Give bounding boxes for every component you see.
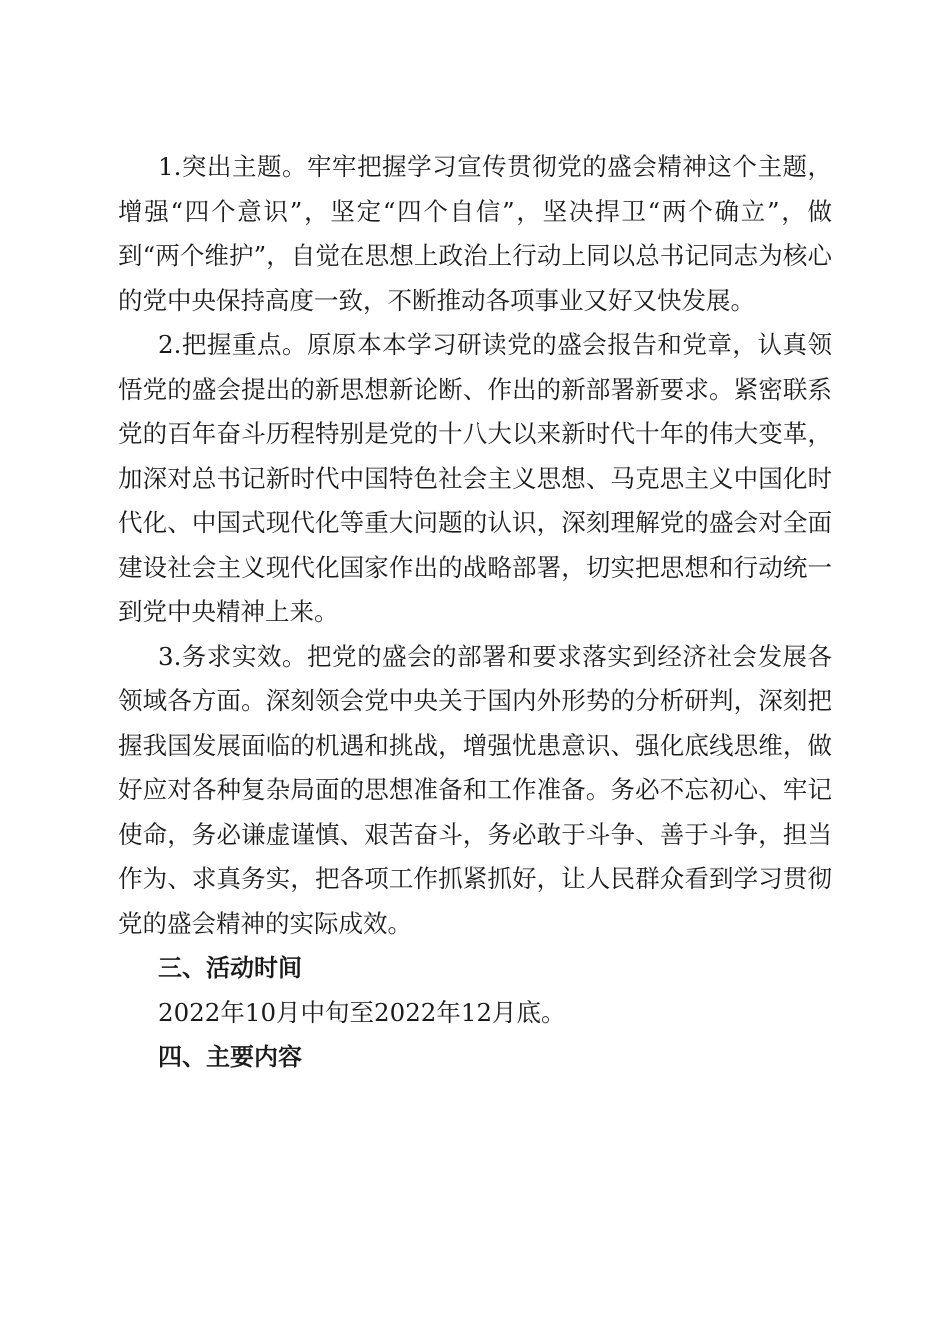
paragraph-seek-results: 3.务求实效。把党的盛会的部署和要求落实到经济社会发展各领域各方面。深刻领会党中央关于国内外形势的分析研判，深刻把握我国发展面临的机遇和挑战，增强忧患意识、强化底线思维，做好应对各种复杂局面的思想准备和工作准备。务必不忘初心、牢记使命，务必谦虚谨慎、艰苦奋斗，务必敢于斗争、善于斗争，担当作为、求真务实，把各项工作抓紧抓好，让人民群众看到学习贯彻党的盛会精神的实际成效。: [118, 641, 832, 938]
document-body: [118, 145, 832, 1080]
activity-time-text: 2022年10月中旬至2022年12月底。: [158, 997, 566, 1027]
section-heading-main-content: 四、主要内容: [158, 1043, 302, 1071]
paragraph-highlight-theme: 1.突出主题。牢牢把握学习宣传贯彻党的盛会精神这个主题，增强“四个意识”，坚定“四个自信”，坚决捍卫“两个确立”，做到“两个维护”，自觉在思想上政治上行动上同以总书记同志为核心的党中央保持高度一致，不断推动各项事业又好又快发展。: [118, 152, 832, 315]
paragraph-grasp-key-points: 2.把握重点。原原本本学习研读党的盛会报告和党章，认真领悟党的盛会提出的新思想新论断、作出的新部署新要求。紧密联系党的百年奋斗历程特别是党的十八大以来新时代十年的伟大变革，加深对总书记新时代中国特色社会主义思想、马克思主义中国化时代化、中国式现代化等重大问题的认识，深刻理解党的盛会对全面建设社会主义现代化国家作出的战略部署，切实把思想和行动统一到党中央精神上来。: [118, 330, 832, 626]
section-heading-activity-time: 三、活动时间: [158, 954, 302, 982]
